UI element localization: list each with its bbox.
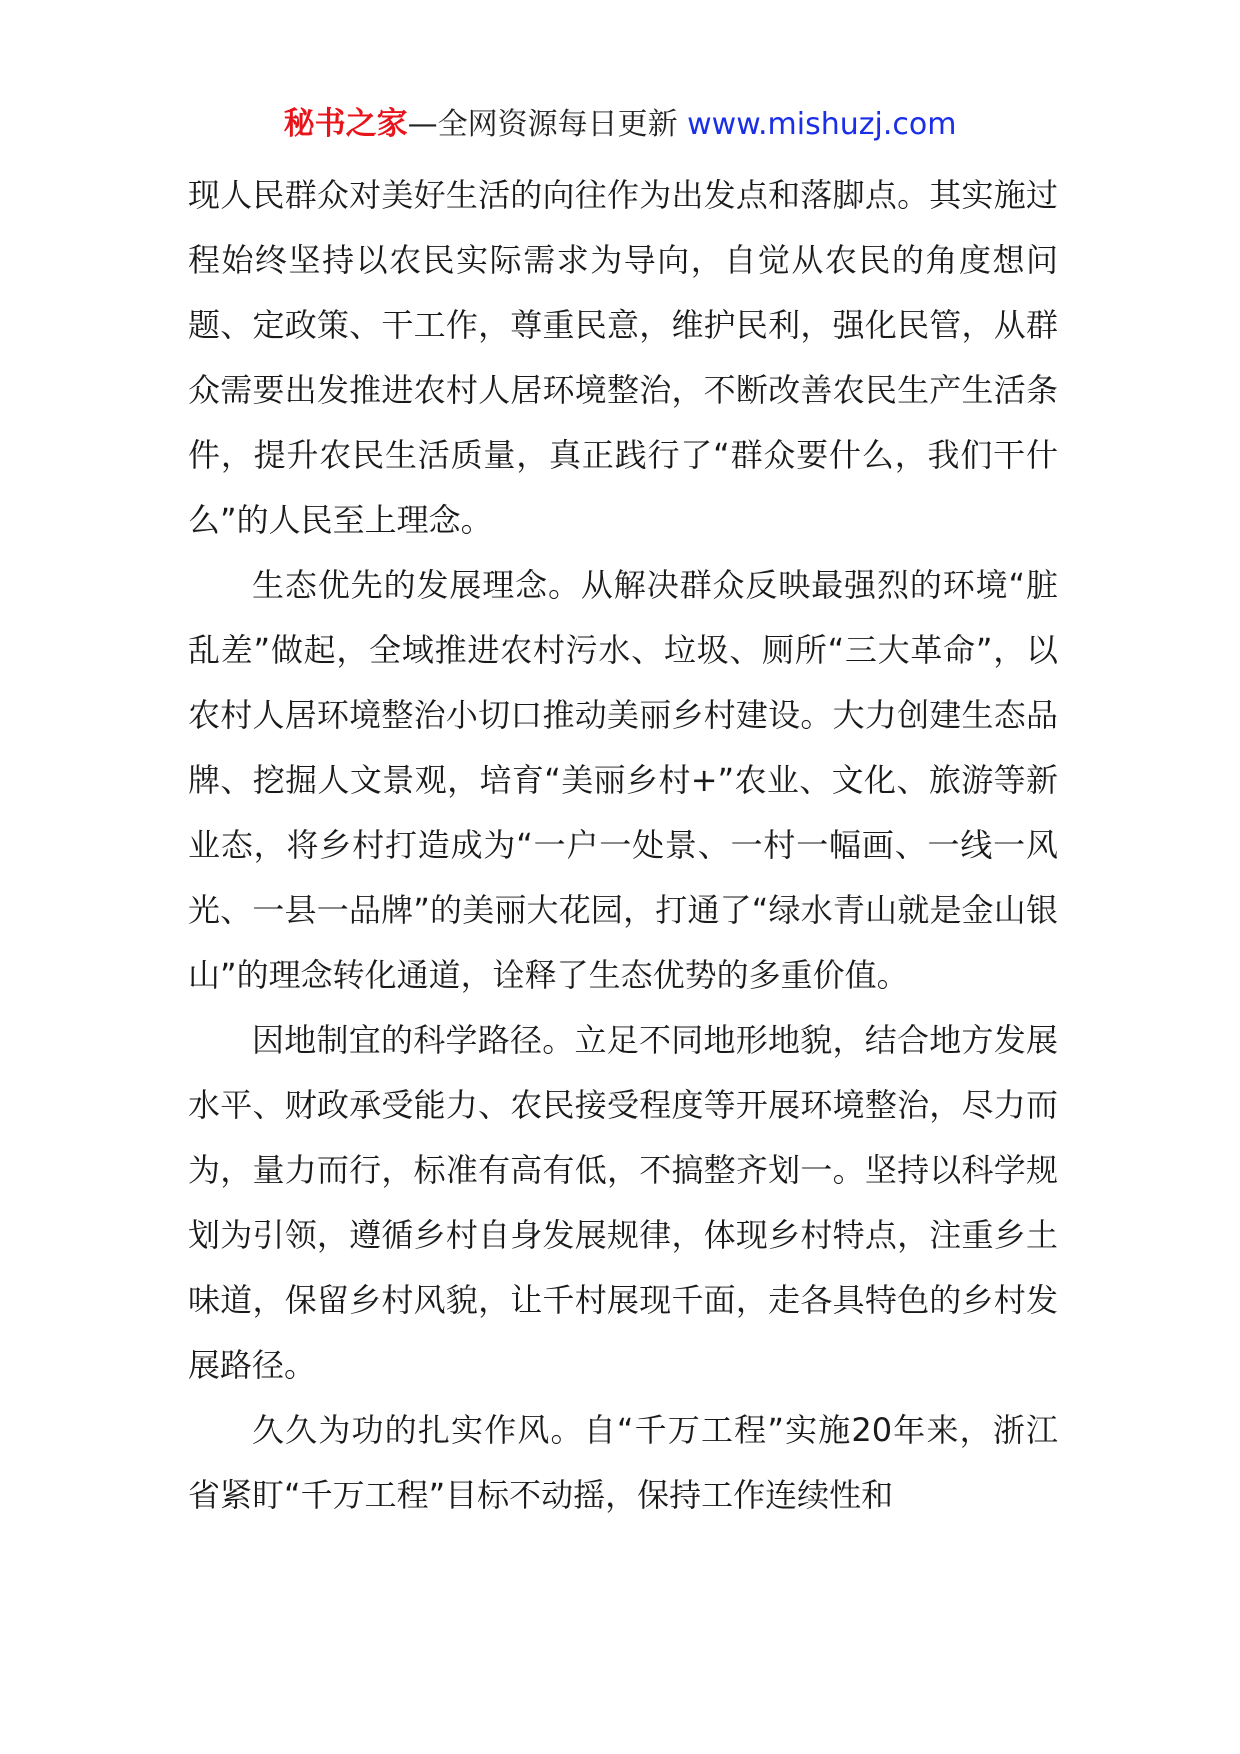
- site-url-link[interactable]: www.mishuzj.com: [687, 107, 957, 142]
- header-tagline: —全网资源每日更新: [407, 107, 688, 142]
- paragraph-continuation: 现人民群众对美好生活的向往作为出发点和落脚点。其实施过程始终坚持以农民实际需求为导向，自觉从农民的角度想问题、定政策、干工作，尊重民意，维护民利，强化民管，从群众需要出发推进农村人居环境整治，不断改善农民生产生活条件，提升农民生活质量，真正践行了“群众要什么，我们干什么”的人民至上理念。: [188, 176, 1058, 539]
- brand-name: 秘书之家: [283, 106, 408, 142]
- page-header: [0, 104, 1240, 145]
- document-body: [188, 163, 1058, 1528]
- paragraph-persistent-work: 久久为功的扎实作风。自“千万工程”实施20年来，浙江省紧盯“千万工程”目标不动摇，保持工作连续性和: [188, 1411, 1058, 1514]
- paragraph-ecology-first: 生态优先的发展理念。从解决群众反映最强烈的环境“脏乱差”做起，全域推进农村污水、垃圾、厕所“三大革命”，以农村人居环境整治小切口推动美丽乡村建设。大力创建生态品牌、挖掘人文景观，培育“美丽乡村+”农业、文化、旅游等新业态，将乡村打造成为“一户一处景、一村一幅画、一线一风光、一县一品牌”的美丽大花园，打通了“绿水青山就是金山银山”的理念转化通道，诠释了生态优势的多重价值。: [188, 566, 1058, 994]
- paragraph-local-conditions: 因地制宜的科学路径。立足不同地形地貌，结合地方发展水平、财政承受能力、农民接受程度等开展环境整治，尽力而为，量力而行，标准有高有低，不搞整齐划一。坚持以科学规划为引领，遵循乡村自身发展规律，体现乡村特点，注重乡土味道，保留乡村风貌，让千村展现千面，走各具特色的乡村发展路径。: [188, 1021, 1058, 1384]
